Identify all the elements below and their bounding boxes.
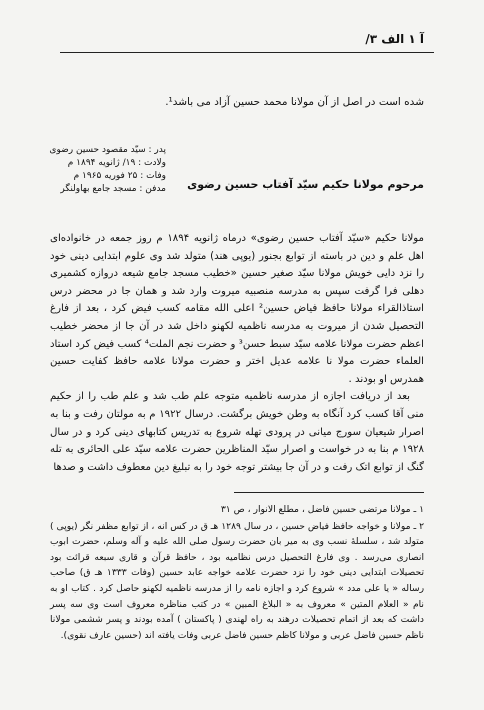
- bio-death: وفات : ۲۵ فوریه ۱۹۶۵ م: [73, 171, 166, 181]
- bio-father: پدر : سیّد مقصود حسین رضوی: [49, 145, 166, 155]
- body-paragraph-1: مولانا حکیم «سیّد آفتاب حسین رضوی» درماه ژانویه ۱۸۹۴ م روز جمعه در خانواده‌ای اهل علم و دین در باسته از توابع بجنور (یوپی هند) متولد شد وی علوم ابتدایی دینی خود را نزد دایی خویش مولانا سیّد صغیر حسین «خطیب مسجد جامع شیعه دروازه کشمیری دهلی فرا گرفت سپس به مدرسه منصبیه میروت وارد شد و همان جا در محضر درس استاذالقراء مولانا حافظ فیاض حسین² اعلی الله مقامه کسب فیض کرد ، بعد از فارغ التحصیل شدن از میروت به مدرسه ناظمیه لکهنو داخل شد در آن جا از محضر خطیب اعظم حضرت مولانا علامه سیّد سبط حسن³ و حضرت نجم الملت⁴ کسب فیض کرد استاد العلماء حضرت مولا نا علامه عدیل اختر و حضرت مولانا علامه حافظ کفایت حسین همدرس او بودند .: [50, 233, 424, 385]
- footnotes: [50, 502, 424, 644]
- bio-burial: مدفن : مسجد جامع بهاولنگر: [60, 184, 166, 194]
- footnote-rule: [234, 492, 424, 493]
- body-paragraph-2: بعد از دریافت اجازه از مدرسه ناظمیه متوجه علم طب شد و علم طب را از حکیم منی آقا کسب کرد آنگاه به وطن خویش برگشت. درسال ۱۹۲۲ م به مولتان رفت و بنا به اصرار شیعیان سورج میانی در پرودی تهله شروع به تدریس کتابهای دینی کرد و در سال ۱۹۲۸ م بنا به در خواست و اصرار سیّد المناظرین حضرت علامه سیّد علی الحائری به تله گنگ از توابع اتک رفت و در آن جا بیشتر توجه خود را به تبلیغ دین معطوف داشت و صدها: [50, 391, 424, 473]
- section-heading: مرحوم مولانا حکیم سیّد آفتاب حسین رضوی: [187, 178, 424, 191]
- header-rule: [60, 52, 434, 53]
- folio-number: آ ۱ الف ۳/: [365, 32, 424, 46]
- footnote-2: ۲ ـ مولانا و خواجه حافظ فیاض حسین ، در سال ۱۲۸۹ هـ ق در کس انه ، از توابع مظفر نگر (یوپی ) متولد شد ، سلسلهٔ نسب وی به میر بان حضرت رسول صلی الله علیه و آله وسلم، حضرت ابوب انصاری می‌رسد . وی فارغ التحصیل درس نظامیه بود ، حافظ قرآن و قاری سبعه قرائت بود تحصیلات ابتدایی دینی خود را نزد حضرت علامه خواجه عابد حسین (وفات ۱۳۳۳ هـ ق) صاحب رساله « یا علی مدد » شروع کرد و اجازه نامه را از مدرسه ناظمیه لکهنو حاصل کرد . کتاب او به نام « العلام المتین » معروف به « البلاغ المبین » در کتب مناظره معروف است وی سه پسر داشت که بعد از اتمام تحصیلات درهند به راه لهندی ( پاکستان ) آمده بودند و پسر ششمی مولانا ناظم حسین فاضل عربی و مولانا کاظم حسین فاضل عربی وفات یافته اند (حسین عارف نقوی).: [50, 520, 425, 641]
- body-text: [50, 230, 424, 476]
- biography-box: [38, 144, 166, 196]
- footnote-1: ۱ ـ مولانا مرتضی حسین فاضل ، مطلع الانوار ، ص ۳۱: [220, 504, 424, 515]
- bio-birth: ولادت : ۱۹/ ژانویه ۱۸۹۴ م: [67, 158, 166, 168]
- intro-line: شده است در اصل از آن مولانا محمد حسین آزاد می باشد¹.: [165, 96, 424, 108]
